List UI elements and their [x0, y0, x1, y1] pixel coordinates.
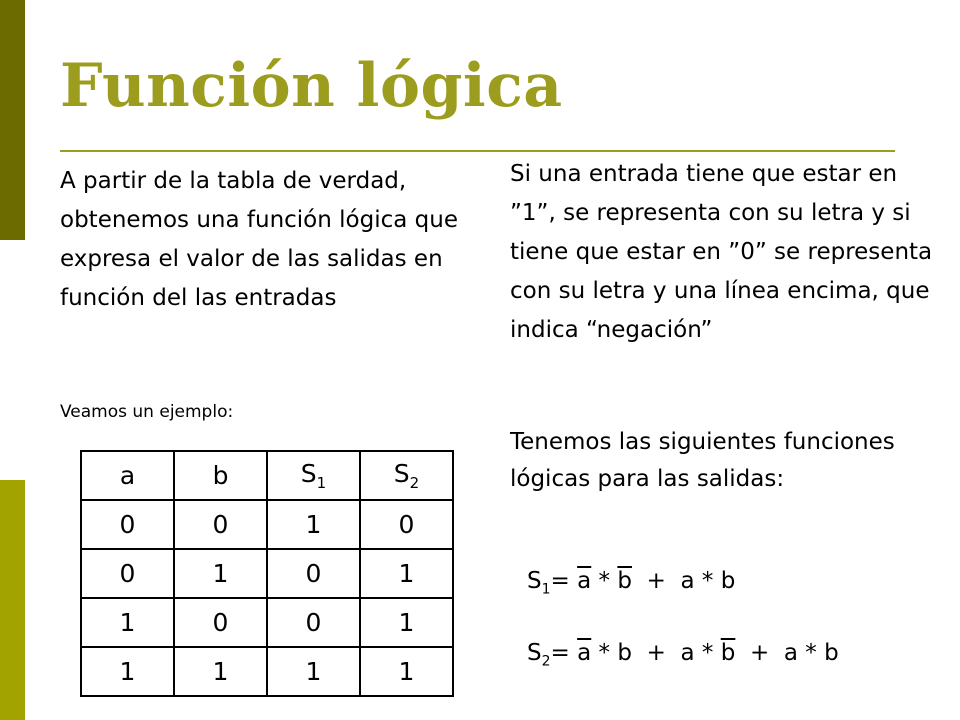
header-cell-s1 [267, 451, 360, 500]
table-cell: 1 [267, 647, 360, 696]
sidebar-bar-top [0, 0, 25, 240]
header-cell-label: a [119, 461, 136, 490]
title-divider [60, 150, 895, 152]
left-paragraph: A partir de la tabla de verdad, obtenemos una función lógica que expresa el valor de las salidas en función del las entradas [60, 168, 458, 311]
formula-lhs-subscript: 2 [541, 653, 551, 670]
header-cell-label: b [212, 461, 229, 490]
variable: b [720, 568, 736, 594]
table-row [81, 647, 453, 696]
right-paragraph: Si una entrada tiene que estar en ”1”, se representa con su letra y si tiene que estar en ”0” se representa con su letra y una línea encima, que indica “negación” [510, 161, 933, 343]
header-cell-label: S [300, 459, 317, 488]
header-cell-s2 [360, 451, 453, 500]
header-cell-b [174, 451, 267, 500]
formula-and-operator: * [701, 640, 714, 666]
slide-title: Función lógica [60, 51, 563, 121]
sidebar-bar-middle [0, 240, 25, 480]
formula-and-operator: * [701, 568, 714, 594]
negated-variable: $\overline{a}$ [577, 568, 592, 594]
table-cell: 1 [267, 500, 360, 549]
header-cell-a [81, 451, 174, 500]
negated-variable: $\overline{b}$ [720, 640, 736, 666]
header-cell-subscript: 1 [316, 474, 327, 492]
truth-table [80, 450, 454, 697]
formula-or-operator: + [646, 640, 666, 666]
table-cell: 0 [174, 500, 267, 549]
formula-or-operator: + [749, 640, 770, 666]
table-cell: 1 [81, 647, 174, 696]
formula-lhs: S [527, 640, 542, 666]
variable: b [824, 640, 839, 666]
table-cell: 1 [360, 647, 453, 696]
table-row [81, 549, 453, 598]
table-cell: 1 [174, 549, 267, 598]
formula-lhs-subscript: 1 [541, 581, 551, 598]
formula-and-operator: * [805, 640, 817, 666]
truth-table-header-row [81, 451, 453, 500]
formula-and-operator: * [598, 568, 611, 594]
table-cell: 1 [174, 647, 267, 696]
negated-variable: $\overline{b}$ [617, 568, 632, 594]
header-cell-subscript: 2 [409, 474, 420, 492]
negated-variable: $\overline{a}$ [577, 640, 592, 666]
example-label: Veamos un ejemplo: [60, 402, 234, 422]
table-cell: 0 [267, 598, 360, 647]
table-cell: 0 [360, 500, 453, 549]
formula-lhs: S [527, 568, 542, 594]
table-cell: 0 [267, 549, 360, 598]
variable: a [680, 568, 695, 594]
formula-equals: = [550, 640, 570, 666]
outputs-intro: Tenemos las siguientes funciones lógicas para las salidas: [510, 429, 895, 492]
table-cell: 1 [360, 598, 453, 647]
header-cell-label: S [393, 459, 410, 488]
table-row [81, 500, 453, 549]
variable: b [617, 640, 632, 666]
table-cell: 1 [360, 549, 453, 598]
formula-equals: = [550, 568, 570, 594]
sidebar-bar-bottom [0, 480, 25, 720]
variable: a [680, 640, 695, 666]
formula-or-operator: + [646, 568, 666, 594]
variable: a [783, 640, 798, 666]
table-row [81, 598, 453, 647]
formula-and-operator: * [598, 640, 611, 666]
formula-s2 [527, 640, 839, 670]
table-cell: 0 [174, 598, 267, 647]
table-cell: 1 [81, 598, 174, 647]
table-cell: 0 [81, 500, 174, 549]
table-cell: 0 [81, 549, 174, 598]
formula-s1 [527, 568, 735, 598]
